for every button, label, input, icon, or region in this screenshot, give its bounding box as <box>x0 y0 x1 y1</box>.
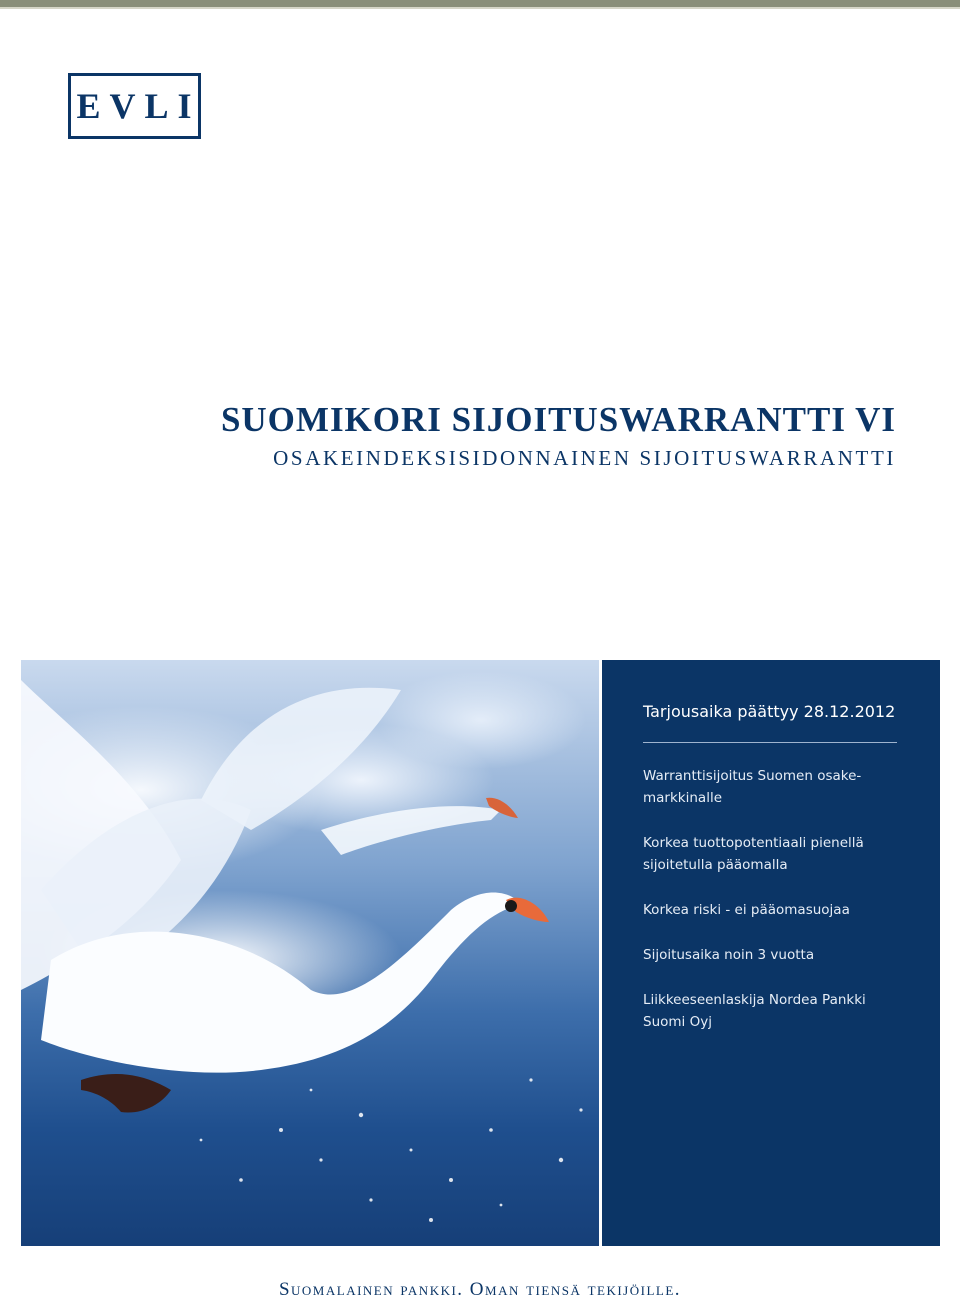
feature-item: Korkea tuottopotentiaali pienellä sijoitetulla pääomalla <box>643 835 864 873</box>
swans-photo <box>21 660 599 1246</box>
info-panel <box>602 660 940 1246</box>
footer-slogan: Suomalainen pankki. Oman tiensä tekijöille. <box>278 1279 682 1300</box>
feature-item: Korkea riski - ei pääomasuojaa <box>643 902 850 918</box>
feature-item: Liikkeeseenlaskija Nordea Pankki Suomi Oyj <box>643 992 866 1030</box>
cover-subtitle: OSAKEINDEKSISIDONNAINEN SIJOITUSWARRANTTI <box>273 446 896 470</box>
top-rule-inner <box>0 7 960 9</box>
cover-title: SUOMIKORI SIJOITUSWARRANTTI VI <box>220 400 896 439</box>
swans-illustration <box>21 660 599 1246</box>
top-rule <box>0 0 960 7</box>
offer-period: Tarjousaika päättyy 28.12.2012 <box>643 702 896 721</box>
logo-text: EVLI <box>76 86 201 126</box>
panel-rule <box>643 742 897 743</box>
evli-logo <box>68 73 201 139</box>
title-block <box>221 400 896 471</box>
feature-item: Sijoitusaika noin 3 vuotta <box>643 947 815 963</box>
feature-item: Warranttisijoitus Suomen osake- markkinalle <box>643 768 862 806</box>
feature-list <box>643 765 900 1033</box>
